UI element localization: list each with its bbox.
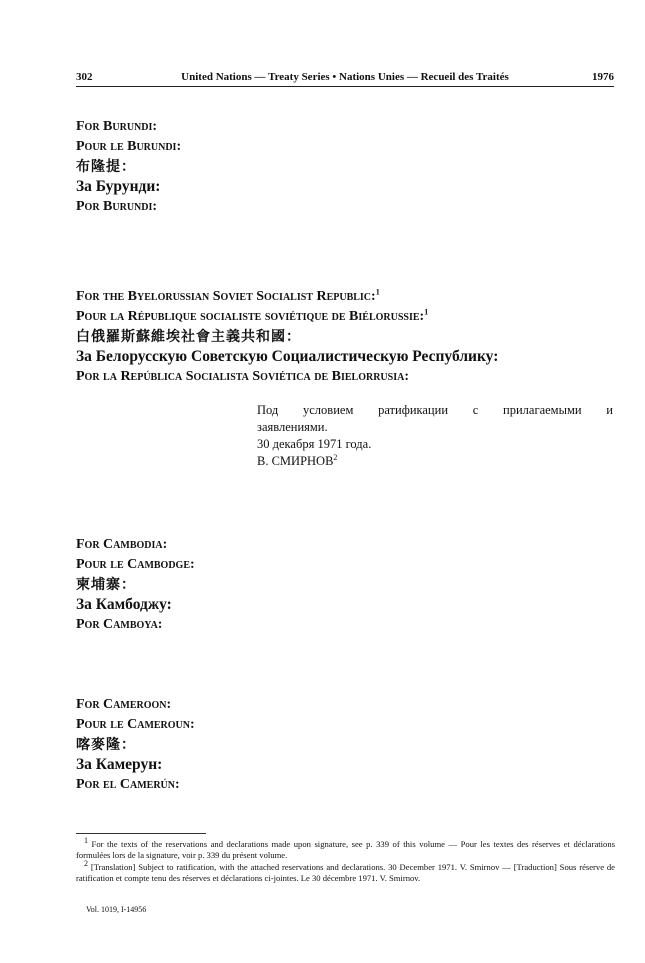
russian-heading: За Бурунди:: [76, 178, 161, 195]
signature-text: [257, 402, 613, 470]
spanish-heading: Por la República Socialista Soviética de Bielorrusia:: [76, 369, 409, 384]
reservation-line-cont: заявлениями.: [257, 420, 328, 434]
english-heading: For Burundi:: [76, 119, 158, 134]
page-number: 302: [76, 71, 93, 83]
chinese-heading: 布隆提：: [76, 159, 136, 175]
running-header: [76, 70, 614, 87]
footnote-2: $^2$ [Translation] Subject to ratification, with the attached reservations and declarations. 30 December 1971. V. Smirnov — [Traduction] Sous réserve de ratification et compte tenu des réserves et déclarations ci-jointes. Le 30 décembre 1971. V. Smirnov.: [76, 859, 615, 883]
french-heading: Pour le Burundi:: [76, 139, 182, 154]
reservation-line: Под условием ратификации с прилагаемыми и: [257, 403, 613, 417]
english-heading: For Cambodia:: [76, 537, 168, 552]
russian-heading: За Камерун:: [76, 756, 163, 773]
series-title: United Nations — Treaty Series • Nations Unies — Recueil des Traités: [181, 71, 509, 83]
spanish-heading: Por el Camerún:: [76, 777, 180, 792]
spanish-heading: Por Burundi:: [76, 199, 158, 214]
signature-date: 30 декабря 1971 года.: [257, 437, 372, 451]
french-heading: Pour la République socialiste soviétique de Biélorussie:$^1$: [76, 307, 429, 324]
chinese-heading: 白俄羅斯蘇維埃社會主義共和國：: [76, 329, 301, 345]
russian-heading: За Камбоджу:: [76, 596, 172, 613]
signatory-name: В. СМИРНОВ$^2$: [257, 452, 338, 468]
signature-block-byelorussia: [76, 287, 498, 387]
signature-block-burundi: [76, 117, 181, 217]
russian-heading: За Белорусскую Советскую Социалистическую Республику:: [76, 348, 499, 365]
signature-block-cameroon: [76, 695, 195, 795]
signature-block-cambodia: [76, 535, 195, 635]
footnote-divider: [76, 833, 206, 834]
chinese-heading: 喀麥隆：: [76, 737, 136, 753]
footnote-1: $^1$ For the texts of the reservations and declarations made upon signature, see p. 339 of this volume — Pour les textes des réserves et déclarations formulées lors de la signature, voir p. 339 du présent volume.: [76, 836, 615, 860]
chinese-heading: 柬埔寨：: [76, 577, 136, 593]
english-heading: For the Byelorussian Soviet Socialist Republic:$^1$: [76, 287, 380, 304]
english-heading: For Cameroon:: [76, 697, 172, 712]
year: 1976: [592, 71, 614, 83]
spanish-heading: Por Camboya:: [76, 617, 163, 632]
french-heading: Pour le Cameroun:: [76, 717, 195, 732]
french-heading: Pour le Cambodge:: [76, 557, 195, 572]
volume-reference: Vol. 1019, I-14956: [86, 905, 147, 914]
